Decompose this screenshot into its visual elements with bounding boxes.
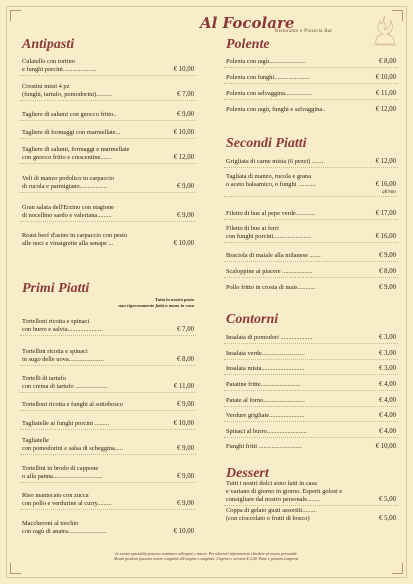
- menu-item: [226, 412, 396, 420]
- menu-divider: [224, 421, 398, 422]
- menu-item-price: € 12,00: [375, 106, 396, 113]
- pasta-note-line: non rigorosamente fatta a mano in casa: [118, 303, 194, 308]
- menu-divider: [224, 343, 398, 344]
- menu-item-price: € 16,00: [375, 181, 396, 188]
- menu-item-text: con burro e salvia......................: [22, 326, 103, 333]
- menu-divider: [20, 392, 196, 393]
- menu-item: [22, 437, 194, 453]
- menu-item-text: con gnocco fritto e crescentine.......: [22, 154, 112, 161]
- menu-divider: [224, 219, 398, 220]
- menu-item: [22, 520, 194, 536]
- menu-item-price: € 17,00: [375, 210, 396, 217]
- menu-item-price: € 8,00: [177, 356, 194, 363]
- menu-item: [226, 365, 396, 373]
- menu-divider: [224, 261, 398, 262]
- menu-item-price: € 9,00: [177, 183, 194, 190]
- menu-item-text: con crema di tartufo ....................: [22, 383, 108, 390]
- menu-divider: [20, 221, 196, 222]
- menu-item-text: Funghi fritti ...........................: [226, 443, 302, 450]
- menu-divider: [224, 83, 398, 84]
- menu-divider: [20, 138, 196, 139]
- menu-item-price: € 5,00: [379, 496, 396, 503]
- menu-item-text: Polenta con ragù, funghi e selvaggina..: [226, 106, 326, 113]
- section-title-dessert: Dessert: [226, 466, 269, 481]
- menu-item-text: Tagliata di manzo, rucola e grana: [226, 173, 312, 180]
- menu-divider: [20, 410, 196, 411]
- menu-item-text: di rucola e parmigiano.................: [22, 183, 107, 190]
- menu-item-price: € 10,00: [173, 129, 194, 136]
- menu-item-price: € 10,00: [173, 528, 194, 535]
- menu-item-text: con ragù di anatra........................: [22, 528, 107, 535]
- menu-item-text: Tortelloni ricotta e spinaci: [22, 318, 90, 325]
- menu-item-text: Tortelloni ricotta e funghi al sottobosco: [22, 401, 123, 408]
- menu-item-text: Verdure grigliate......................: [226, 412, 305, 419]
- section-title-antipasti: Antipasti: [22, 37, 75, 52]
- pasta-note: [74, 297, 194, 309]
- menu-item-text: Insalata verde...........................: [226, 350, 305, 357]
- frame-corner: [10, 10, 21, 21]
- menu-item: [226, 480, 396, 504]
- menu-item-text: Tortellini ricotta e spinaci: [22, 348, 88, 355]
- frame-corner: [10, 563, 21, 574]
- menu-item-text: Tagliatelle: [22, 437, 49, 444]
- menu-item: [226, 350, 396, 358]
- menu-item-text: Maccheroni al torchio: [22, 520, 79, 527]
- menu-item-text: Tortelli di tartufo: [22, 375, 66, 382]
- hearth-logo-icon: [372, 14, 398, 48]
- menu-item-text: Grigliata di carne mista (6 pezzi) ........: [226, 158, 325, 165]
- menu-item-price: € 10,00: [173, 240, 194, 247]
- menu-item-price: € 9,00: [177, 111, 194, 118]
- menu-divider: [224, 437, 398, 438]
- menu-item-text: e funghi porcini.....................: [22, 66, 97, 73]
- menu-item: [22, 401, 194, 409]
- menu-item: [22, 58, 194, 74]
- menu-item: [226, 106, 396, 114]
- menu-item: [226, 210, 396, 218]
- menu-item-price: € 9,00: [177, 500, 194, 507]
- menu-item: [22, 111, 194, 119]
- menu-item-text: (con cioccolato o frutti di bosco): [226, 515, 310, 522]
- menu-divider: [224, 406, 398, 407]
- menu-item-text: Tagliere di salumi con gnocco fritto..: [22, 111, 117, 118]
- footer-line: Le nostre specialità possono contenere allergeni o tracce. Per ulteriori informazioni chiedere al nostro personale.: [115, 551, 298, 556]
- menu-divider: [20, 454, 196, 455]
- menu-item-text: Patatine fritte.........................: [226, 381, 301, 388]
- menu-item-price: € 11,00: [375, 90, 396, 97]
- menu-divider: [20, 192, 196, 193]
- menu-item-text: o aceto balsamico, o funghi ...........: [226, 181, 316, 188]
- menu-item-text: Polenta con selvaggina.................: [226, 90, 313, 97]
- menu-item-text: Insalata mista...........................: [226, 365, 305, 372]
- menu-item-price: € 3,00: [379, 334, 396, 341]
- menu-item-text: con funghi porcini........................: [226, 233, 312, 240]
- menu-item-price: € 12,00: [375, 158, 396, 165]
- menu-divider: [224, 167, 398, 168]
- menu-item-price: € 4,00: [379, 428, 396, 435]
- menu-divider: [20, 365, 196, 366]
- restaurant-subtitle: Ristorante e Pizzeria Bar: [275, 29, 333, 34]
- menu-item: [22, 375, 194, 391]
- menu-item-price: € 3,00: [379, 365, 396, 372]
- menu-divider: [20, 509, 196, 510]
- menu-item-price: € 4,00: [379, 412, 396, 419]
- menu-item-text: Veli di manzo podolico in carpaccio: [22, 175, 115, 182]
- menu-divider: [224, 390, 398, 391]
- menu-item-text: Tagliere di formaggi con marmellate...: [22, 129, 121, 136]
- menu-item: [226, 74, 396, 82]
- menu-divider: [224, 505, 398, 506]
- section-title-polente: Polente: [226, 37, 270, 52]
- menu-divider: [20, 429, 196, 430]
- menu-item: [22, 348, 194, 364]
- menu-item-text: Scaloppine ai piacere ...................: [226, 268, 313, 275]
- menu-item-price: € 8,00: [379, 268, 396, 275]
- menu-item: [226, 381, 396, 389]
- menu-item: [226, 397, 396, 405]
- menu-item-price: € 8,00: [379, 58, 396, 65]
- menu-divider: [20, 75, 196, 76]
- allergen-footer: [30, 551, 383, 561]
- menu-item: [22, 204, 194, 220]
- menu-item-text: Tortellini in brodo di cappone: [22, 465, 99, 472]
- footer-line: Alcuni prodotti possono essere congelati all'origine o surgelati. Coperto e servizio € 2,00. Pane e grissini compresi.: [113, 556, 300, 561]
- menu-item: [226, 428, 396, 436]
- menu-item: [226, 90, 396, 98]
- menu-item: [226, 284, 396, 292]
- menu-item-text: Roast beef d'asino in carpaccio con pesto: [22, 232, 128, 239]
- pasta-note-line: Tutta la nostra pasta: [154, 297, 194, 302]
- menu-item-text: Coppa di gelato gusti assortiti.........: [226, 507, 317, 514]
- menu-item-text: Tutti i nostri dolci sono fatti in casa: [226, 480, 317, 487]
- menu-item-price: € 4,00: [379, 381, 396, 388]
- menu-item-text: Polenta con ragù.......................: [226, 58, 306, 65]
- menu-item-text: Patate al forno..........................: [226, 397, 305, 404]
- menu-item-price: € 10,00: [173, 420, 194, 427]
- menu-item-price: € 3,00: [379, 350, 396, 357]
- menu-item-price: € 9,00: [379, 252, 396, 259]
- menu-divider: [224, 196, 398, 197]
- menu-item-price: € 9,00: [177, 212, 194, 219]
- menu-item: [22, 129, 194, 137]
- menu-item-text: Crostini misti 4 pz: [22, 83, 70, 90]
- menu-item: [22, 83, 194, 99]
- menu-item-text: (funghi, tartufo, pomodorini)..........: [22, 91, 113, 98]
- menu-item-text: Pollo fritto in crosta di mais...........: [226, 284, 316, 291]
- menu-item-price: € 10,00: [375, 74, 396, 81]
- menu-divider: [224, 242, 398, 243]
- menu-item-price: € 5,00: [379, 515, 396, 522]
- menu-item-text: Culatello con tortino: [22, 58, 75, 65]
- menu-divider: [224, 277, 398, 278]
- menu-item: [22, 465, 194, 481]
- menu-item: [226, 268, 396, 276]
- menu-item-text: Tagliere di salumi, formaggi e marmellate: [22, 146, 130, 153]
- menu-item-text: Tagliatelle ai funghi porcini .........: [22, 420, 110, 427]
- menu-divider: [224, 99, 398, 100]
- menu-item: [22, 175, 194, 191]
- menu-item: [226, 58, 396, 66]
- menu-item-text: Riso mantecato con zucca: [22, 492, 89, 499]
- menu-divider: [224, 67, 398, 68]
- menu-item: [226, 158, 396, 166]
- menu-item-text: consigliare dal nostro personale........: [226, 496, 320, 503]
- menu-item-price: € 10,00: [173, 66, 194, 73]
- restaurant-name: Al Focolare: [200, 14, 295, 32]
- menu-divider: [20, 120, 196, 121]
- menu-item-text: di nocellino sardo e valeriana.........: [22, 212, 112, 219]
- menu-item: [226, 252, 396, 260]
- section-title-primi: Primi Piatti: [22, 281, 90, 296]
- menu-divider: [20, 335, 196, 336]
- menu-divider: [20, 482, 196, 483]
- menu-item-text: Gran salata dell'Erzino con stagione: [22, 204, 115, 211]
- menu-item-price: € 7,00: [177, 91, 194, 98]
- section-title-contorni: Contorni: [226, 312, 279, 327]
- menu-item-price: € 4,00: [379, 397, 396, 404]
- menu-item-price: € 9,00: [177, 401, 194, 408]
- menu-item-price: € 12,00: [173, 154, 194, 161]
- menu-item-text: Insalata di pomodori ....................: [226, 334, 313, 341]
- section-title-secondi: Secondi Piatti: [226, 136, 307, 151]
- menu-item: [22, 146, 194, 162]
- menu-item-text: e variano di giorno in giorno. Esperti golosi e: [226, 488, 343, 495]
- menu-item-price: € 10,00: [375, 443, 396, 450]
- menu-item: [226, 334, 396, 342]
- menu-item-text: Filetto di bue ai ferri: [226, 225, 279, 232]
- menu-item-price: € 9,00: [177, 473, 194, 480]
- menu-divider: [224, 359, 398, 360]
- menu-divider: [20, 163, 196, 164]
- frame-corner: [392, 563, 403, 574]
- menu-item-text: Spinaci al burro.........................: [226, 428, 307, 435]
- menu-item: [226, 507, 396, 523]
- menu-item-price: € 11,00: [173, 383, 194, 390]
- menu-item: [22, 318, 194, 334]
- menu-item-text: o alla panna...............................: [22, 473, 103, 480]
- menu-item-text: Braciola di maiale alla milanese .......: [226, 252, 321, 259]
- menu-item-price: € 16,00: [375, 233, 396, 240]
- menu-item-price: € 9,00: [379, 284, 396, 291]
- menu-item: [226, 225, 396, 241]
- menu-item-text: in sugo delle uova......................: [22, 356, 104, 363]
- menu-item-text: con pollo e verdurine al curry.........: [22, 500, 112, 507]
- menu-item-unit: all'etto: [382, 190, 396, 195]
- menu-item: [22, 492, 194, 508]
- menu-item-text: alle noci e vinaigrette alla senape ...: [22, 240, 114, 247]
- menu-item: [22, 232, 194, 248]
- menu-item-text: Filetto di bue al pepe verde............: [226, 210, 315, 217]
- menu-item: [22, 420, 194, 428]
- menu-divider: [20, 100, 196, 101]
- menu-item-text: Polenta con funghi......................: [226, 74, 310, 81]
- menu-item-text: con pomodorini e salsa di scheggina.....: [22, 445, 123, 452]
- menu-item-price: € 9,00: [177, 445, 194, 452]
- menu-item: [226, 173, 396, 195]
- menu-divider: [224, 374, 398, 375]
- menu-item: [226, 443, 396, 451]
- menu-item-price: € 7,00: [177, 326, 194, 333]
